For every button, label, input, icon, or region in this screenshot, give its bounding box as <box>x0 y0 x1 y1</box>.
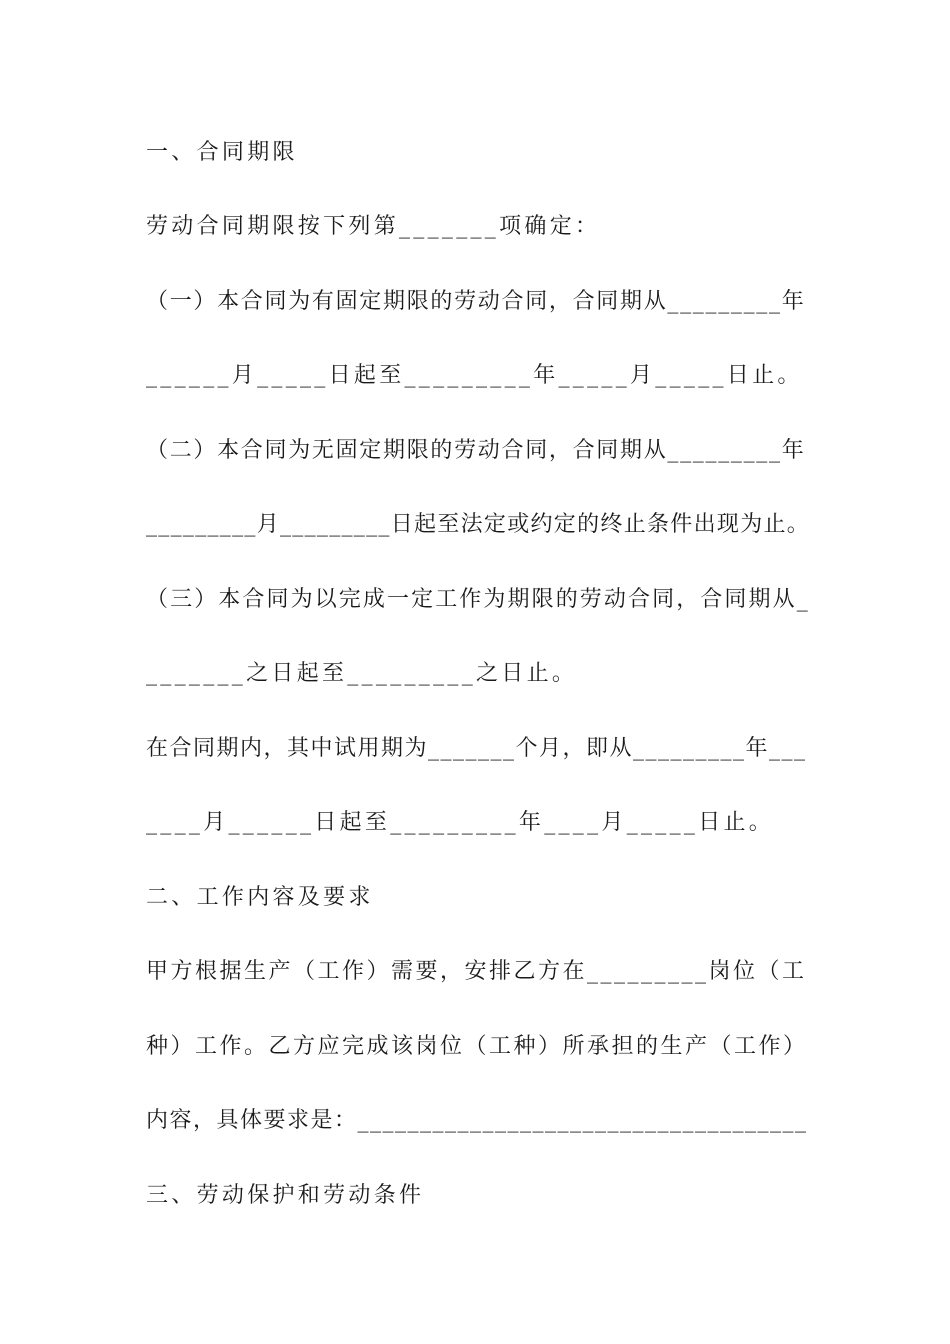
section-heading-work-content: 二、工作内容及要求 <box>146 885 374 910</box>
section-heading-labor-protection: 三、劳动保护和劳动条件 <box>146 1183 425 1208</box>
paragraph-line: （一）本合同为有固定期限的劳动合同，合同期从_________年 <box>146 289 806 314</box>
paragraph-line: _______之日起至_________之日止。 <box>146 661 578 686</box>
paragraph-line: （三）本合同为以完成一定工作为期限的劳动合同，合同期从_ <box>146 587 810 612</box>
paragraph-line: 内容，具体要求是：____________________________________ <box>146 1108 808 1133</box>
paragraph-line: 甲方根据生产（工作）需要，安排乙方在_________岗位（工 <box>146 959 807 984</box>
paragraph-line: 劳动合同期限按下列第_______项确定： <box>146 214 601 239</box>
paragraph-line: ______月_____日起至_________年_____月_____日止。 <box>146 363 803 388</box>
paragraph-line: （二）本合同为无固定期限的劳动合同，合同期从_________年 <box>146 438 806 463</box>
paragraph-line: 种）工作。乙方应完成该岗位（工种）所承担的生产（工作） <box>146 1034 808 1059</box>
paragraph-line: ____月______日起至_________年____月_____日止。 <box>146 810 775 835</box>
section-heading-contract-term: 一、合同期限 <box>146 140 298 165</box>
paragraph-line: _________月_________日起至法定或约定的终止条件出现为止。 <box>146 512 811 537</box>
paragraph-line: 在合同期内，其中试用期为_______个月，即从_________年___ <box>146 736 807 761</box>
